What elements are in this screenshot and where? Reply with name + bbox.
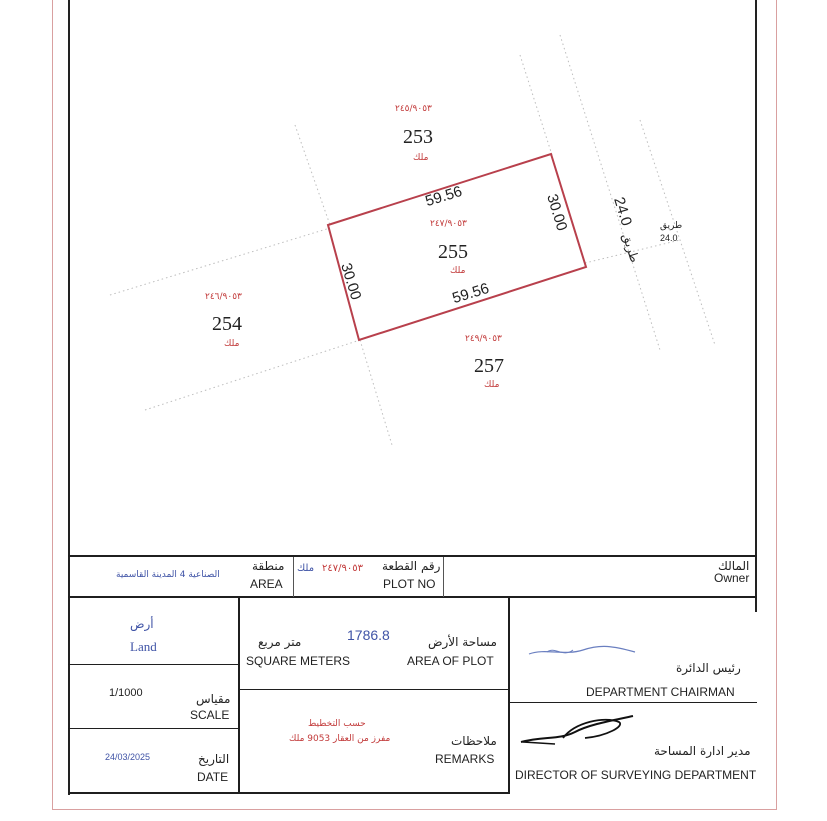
road-label-small: طريق	[660, 221, 683, 231]
area-label-ar: منطقة	[252, 559, 285, 573]
table-rule	[508, 597, 510, 794]
dimension-top: 59.56	[423, 182, 465, 211]
chairman-signature	[525, 640, 640, 662]
plot-no-label-ar: رقم القطعة	[382, 559, 441, 573]
table-rule	[68, 728, 239, 729]
boundary-line	[520, 55, 552, 155]
remarks-line-2: مفرز من العقار 9053 ملك	[289, 734, 391, 744]
chairman-label-ar: رئيس الدائرة	[676, 661, 741, 675]
road-edge-line	[560, 35, 660, 350]
table-rule	[68, 792, 510, 794]
scale-value: 1/1000	[109, 687, 143, 699]
table-rule	[238, 689, 509, 690]
remarks-label-ar: ملاحظات	[451, 734, 497, 748]
plot-no-value: ٢٤٧/٩٠٥٣	[322, 563, 363, 574]
unit-ar: متر مربع	[258, 635, 302, 649]
dimension-right: 30.00	[543, 192, 571, 233]
area-of-plot-ar: مساحة الأرض	[428, 635, 497, 649]
date-label-ar: التاريخ	[198, 752, 230, 766]
plot-257-number: 257	[474, 355, 504, 377]
scale-label-en: SCALE	[190, 708, 230, 722]
area-value: 1786.8	[347, 627, 390, 643]
owner-label-en: Owner	[714, 571, 750, 585]
plot-257-type: ملك	[484, 380, 500, 390]
table-rule	[293, 557, 294, 597]
plot-255-type: ملك	[450, 266, 466, 276]
road-width-small: 24.0	[660, 233, 678, 243]
area-label-en: AREA	[250, 577, 283, 591]
chairman-label-en: DEPARTMENT CHAIRMAN	[586, 685, 735, 699]
plot-254-ref: ٢٤٦/٩٠٥٣	[205, 292, 242, 302]
remarks-label-en: REMARKS	[435, 752, 495, 766]
plot-257-ref: ٢٤٩/٩٠٥٣	[465, 334, 502, 344]
land-type-ar: أرض	[130, 617, 154, 631]
plot-no-label-en: PLOT NO	[383, 577, 436, 591]
plot-254-number: 254	[212, 313, 242, 335]
boundary-line	[110, 228, 330, 295]
table-rule	[238, 597, 240, 794]
plot-no-type: ملك	[297, 563, 315, 574]
director-signature	[515, 712, 635, 748]
area-of-plot-en: AREA OF PLOT	[407, 654, 494, 668]
table-rule	[68, 596, 757, 598]
boundary-line	[360, 340, 392, 445]
plot-255-number: 255	[438, 241, 468, 263]
director-label-en: DIRECTOR OF SURVEYING DEPARTMENT	[515, 768, 757, 782]
table-rule	[68, 555, 757, 557]
scale-label-ar: مقياس	[196, 692, 231, 706]
table-rule	[68, 664, 239, 665]
table-rule	[509, 702, 757, 703]
plot-253-ref: ٢٤٥/٩٠٥٣	[395, 104, 432, 114]
date-label-en: DATE	[197, 770, 229, 784]
plot-253-number: 253	[403, 126, 433, 148]
table-rule	[443, 557, 444, 597]
plot-254-type: ملك	[224, 339, 240, 349]
director-label-ar: مدير ادارة المساحة	[654, 744, 751, 758]
plot-253-type: ملك	[413, 153, 429, 163]
plot-255-ref: ٢٤٧/٩٠٥٣	[430, 219, 467, 229]
area-name: الصناعية 4 المدينة القاسمية	[116, 570, 220, 580]
boundary-line	[295, 125, 330, 225]
unit-en: SQUARE METERS	[246, 654, 351, 668]
dimension-bottom: 59.56	[450, 279, 492, 308]
land-type-en: Land	[130, 639, 157, 654]
dimension-left: 30.00	[337, 261, 365, 302]
boundary-line	[145, 340, 360, 410]
road-label: طريق	[619, 231, 642, 265]
date-value: 24/03/2025	[105, 752, 151, 762]
outer-frame-bottom	[52, 809, 777, 810]
road-width: 24.0	[610, 195, 635, 228]
owner-label-ar: المالك	[718, 559, 750, 573]
remarks-line-1: حسب التخطيط	[308, 719, 366, 729]
